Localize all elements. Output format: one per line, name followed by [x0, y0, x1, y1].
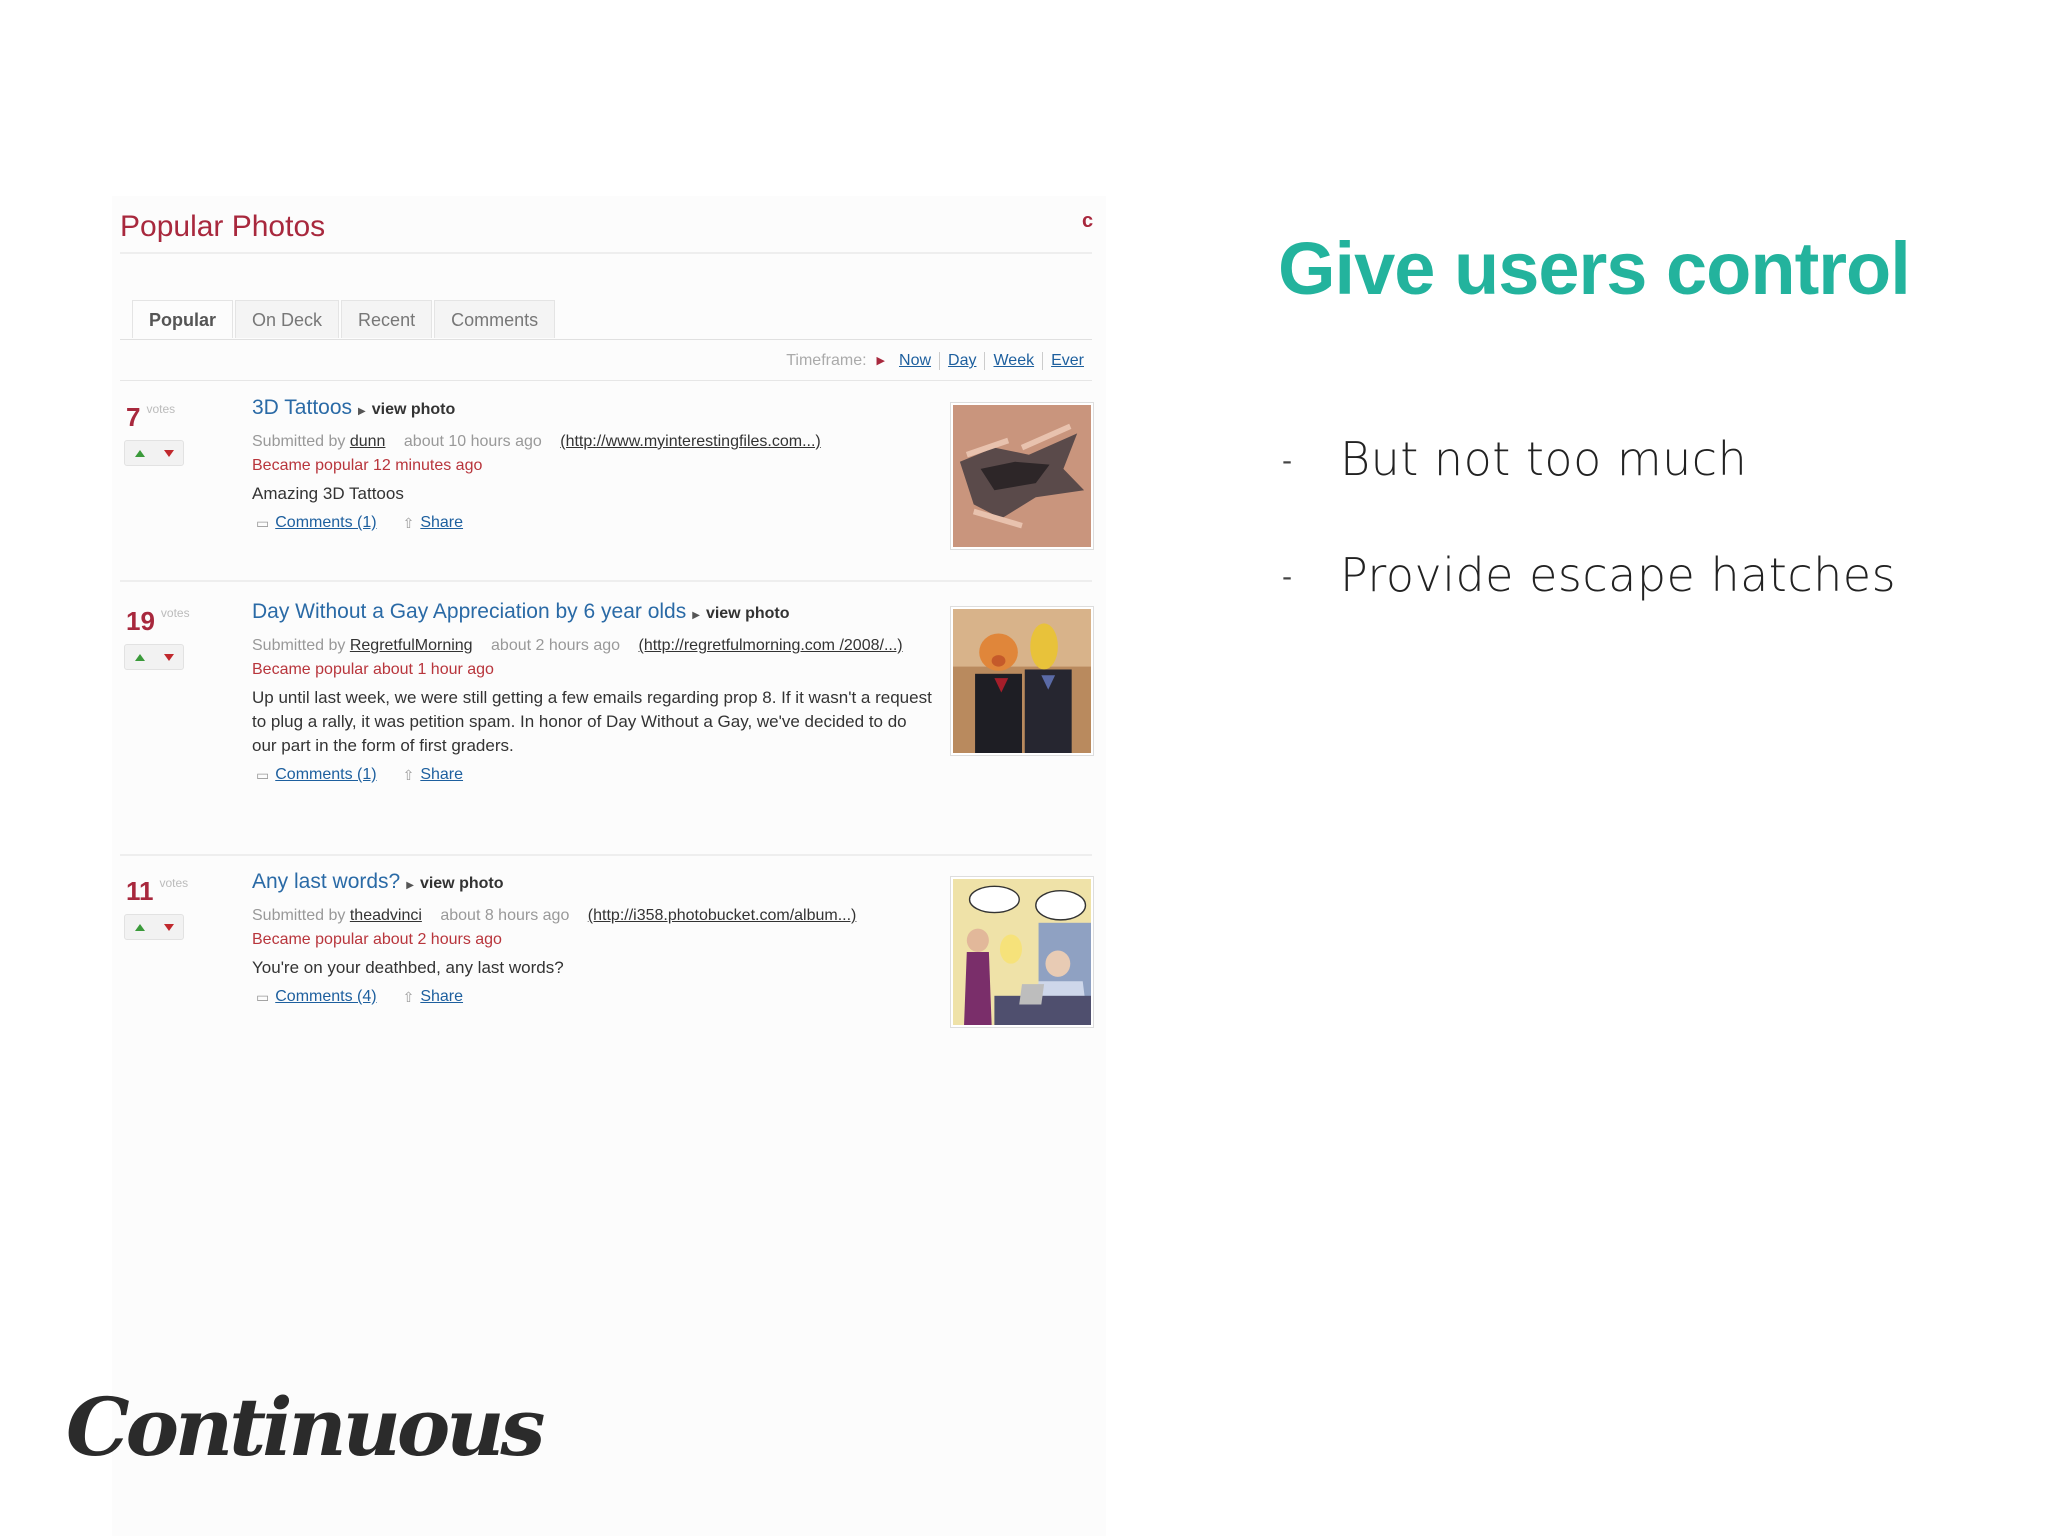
divider: [1042, 352, 1043, 370]
divider: [120, 339, 1092, 340]
divider: [120, 380, 1092, 381]
bullet-dash: -: [1282, 560, 1293, 593]
list-item: [120, 866, 1092, 1036]
item-description: Amazing 3D Tattoos: [252, 484, 404, 503]
source-url-link[interactable]: (http://www.myinterestingfiles.com...): [560, 433, 821, 450]
item-content: [252, 598, 932, 788]
arrow-right-icon: ▶: [358, 406, 366, 417]
share-link[interactable]: Share: [420, 514, 464, 531]
comment-icon: ▭: [256, 515, 270, 531]
tattoo-thumbnail[interactable]: [950, 402, 1094, 550]
upvote-arrow-icon[interactable]: [135, 450, 145, 457]
user-link[interactable]: RegretfulMorning: [349, 637, 473, 654]
tab-bar: [132, 300, 557, 340]
source-url-link[interactable]: (http://regretfulmorning.com /2008/...): [638, 637, 903, 654]
vote-buttons: [124, 644, 184, 670]
list-item: [120, 596, 1092, 866]
user-link[interactable]: theadvinci: [349, 907, 422, 924]
timestamp: about 10 hours ago: [403, 433, 542, 450]
submitted-label: Submitted by: [252, 433, 346, 450]
comments-link[interactable]: Comments (4): [275, 988, 377, 1005]
divider: [120, 252, 1092, 254]
comic-thumbnail[interactable]: [950, 876, 1094, 1028]
votes-label: votes: [160, 606, 190, 620]
page-title: Popular Photos: [120, 210, 326, 243]
timestamp: about 2 hours ago: [491, 637, 621, 654]
comment-icon: ▭: [256, 989, 270, 1005]
bullet-dash: -: [1282, 444, 1293, 477]
share-icon: ⇧: [402, 515, 415, 531]
arrow-right-icon: ▶: [406, 880, 414, 891]
share-icon: ⇧: [402, 767, 415, 783]
vote-number: 19: [126, 606, 155, 636]
timeframe-now-link[interactable]: Now: [899, 352, 932, 369]
item-content: [252, 394, 932, 536]
item-title-link[interactable]: Any last words?: [252, 870, 401, 893]
vote-number: 7: [126, 402, 141, 432]
submitted-label: Submitted by: [252, 907, 346, 924]
downvote-arrow-icon[interactable]: [164, 924, 174, 931]
timeframe-week-link[interactable]: Week: [993, 352, 1035, 369]
item-content: [252, 868, 932, 1010]
view-photo-link[interactable]: view photo: [419, 875, 504, 892]
vote-buttons: [124, 440, 184, 466]
vote-number: 11: [126, 876, 154, 906]
upvote-arrow-icon[interactable]: [135, 924, 145, 931]
votes-label: votes: [159, 876, 189, 890]
slide-title: Give users control: [1278, 227, 1910, 310]
popular-status: Became popular about 1 hour ago: [252, 661, 494, 678]
item-title-link[interactable]: Day Without a Gay Appreciation by 6 year olds: [252, 600, 687, 623]
user-link[interactable]: dunn: [349, 433, 386, 450]
list-item: [120, 392, 1092, 602]
share-link[interactable]: Share: [420, 766, 464, 783]
tab-popular[interactable]: Popular: [132, 300, 233, 338]
comments-link[interactable]: Comments (1): [275, 766, 377, 783]
vote-count: [126, 402, 175, 433]
vote-count: [126, 606, 190, 637]
item-title-link[interactable]: 3D Tattoos: [252, 396, 353, 419]
downvote-arrow-icon[interactable]: [164, 450, 174, 457]
vote-count: [126, 876, 188, 907]
bullet-text: Provide escape hatches: [1340, 548, 1897, 602]
tab-on-deck[interactable]: On Deck: [235, 300, 339, 338]
timeframe-day-link[interactable]: Day: [948, 352, 977, 369]
tab-recent[interactable]: Recent: [341, 300, 432, 338]
vote-buttons: [124, 914, 184, 940]
bullet-text: But not too much: [1340, 432, 1748, 486]
popular-status: Became popular 12 minutes ago: [252, 457, 483, 474]
puppets-thumbnail[interactable]: [950, 606, 1094, 756]
comment-icon: ▭: [256, 767, 270, 783]
tab-comments[interactable]: Comments: [434, 300, 555, 338]
bullet-item: [1282, 432, 1747, 490]
share-icon: ⇧: [402, 989, 415, 1005]
view-photo-link[interactable]: view photo: [371, 401, 456, 418]
timestamp: about 8 hours ago: [440, 907, 570, 924]
bullet-item: [1282, 548, 1896, 606]
comments-link[interactable]: Comments (1): [275, 514, 377, 531]
share-link[interactable]: Share: [420, 988, 464, 1005]
submitted-label: Submitted by: [252, 637, 346, 654]
item-description: Up until last week, we were still getting a few emails regarding prop 8. If it wasn't a request to plug a rally, it was petition spam. In honor of Day Without a Gay, we've decided to do our part in the form of first graders.: [252, 688, 932, 755]
arrow-right-icon: ▶: [692, 610, 700, 621]
source-url-link[interactable]: (http://i358.photobucket.com/album...): [587, 907, 857, 924]
timeframe-label: Timeframe:: [786, 352, 867, 369]
popular-status: Became popular about 2 hours ago: [252, 931, 502, 948]
divider: [120, 580, 1092, 582]
downvote-arrow-icon[interactable]: [164, 654, 174, 661]
timeframe-ever-link[interactable]: Ever: [1051, 352, 1084, 369]
divider: [939, 352, 940, 370]
timeframe-selector: [786, 346, 1092, 376]
item-description: You're on your deathbed, any last words?: [252, 958, 564, 977]
continuous-logo: Continuous: [66, 1380, 542, 1474]
upvote-arrow-icon[interactable]: [135, 654, 145, 661]
view-photo-link[interactable]: view photo: [705, 605, 790, 622]
popular-photos-screenshot: [112, 196, 1106, 1536]
arrow-right-icon: ▶: [876, 355, 886, 367]
votes-label: votes: [146, 402, 176, 416]
divider: [120, 854, 1092, 856]
corner-char: c: [1082, 210, 1094, 232]
divider: [984, 352, 985, 370]
